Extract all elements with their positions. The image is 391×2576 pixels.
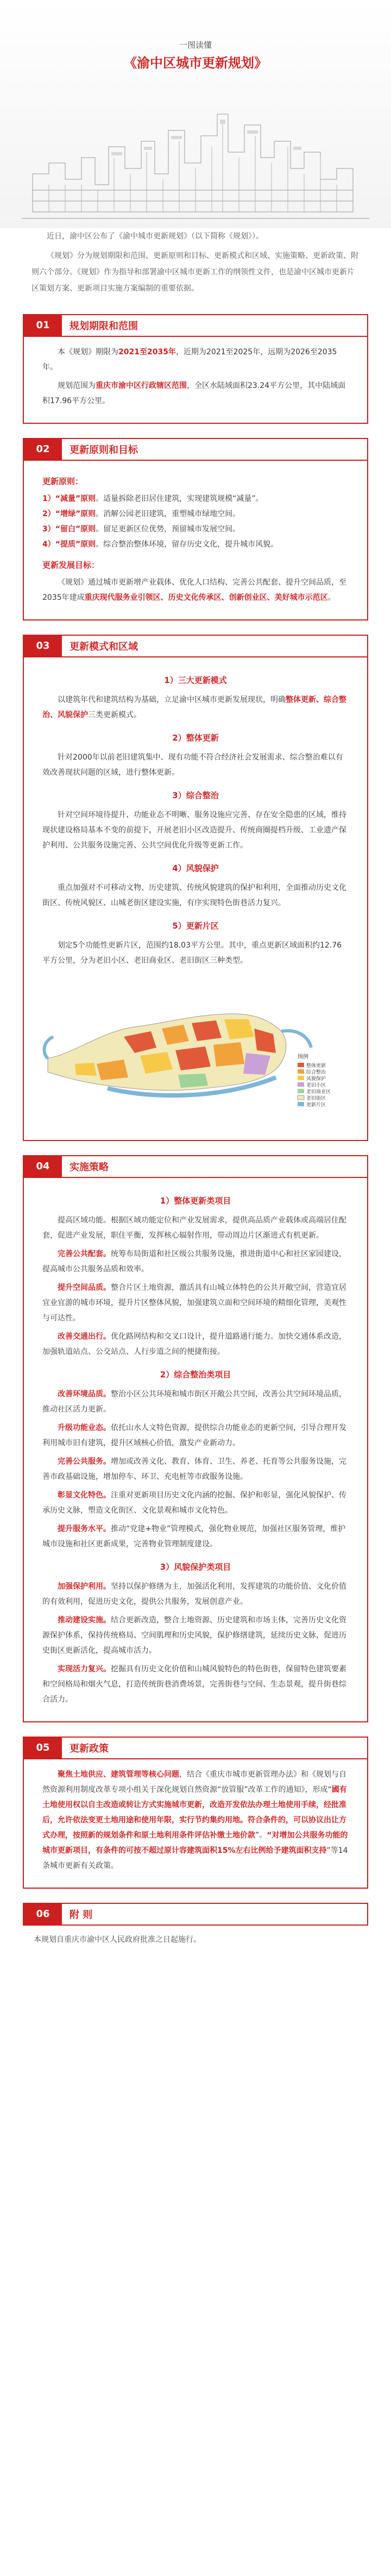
section-header	[24, 1904, 367, 1926]
section-header	[24, 439, 367, 461]
strategy-paragraph: 改善交通出行。优化路网结构和交叉口设计，提升道路通行能力。加快交通体系改造，加强轨道站点、公交站点、人行步道之间的便捷衔接。	[42, 1332, 346, 1356]
section-appendix	[23, 1903, 368, 1926]
principle-item: 2）“增绿”原则。消解公园老旧建筑，重塑城市绿地空间。	[42, 510, 241, 518]
strategy-paragraph: 实现活力复兴。挖掘具有历史文化价值和山城风貌特色的特色街巷，保留特色建筑要素和空间格局和烟火气息，打造传统街巷消费场景，完善街巷与空间、生态景观，提升街巷综合活力。	[42, 1665, 346, 1704]
svg-text:综合整治: 综合整治	[306, 1070, 326, 1075]
svg-text:老旧小区: 老旧小区	[306, 1083, 326, 1088]
strategy-paragraph: 加强保护利用。坚持以保护修缮为主，加强活化利用，发挥建筑的功能价值、文化价值的有效利用，促进历史文化，提供公共服务，发展创意产业。	[42, 1582, 346, 1606]
section-number: 03	[24, 636, 62, 656]
strategy-paragraph: 升级功能业态。依托山水人文特色资源，提供综合功能业态的更新空间，引导合理开发利用城市旧有建筑，提升区域核心价值，激发产业新动力。	[42, 1424, 346, 1447]
section-body	[24, 1759, 367, 1888]
scope-paragraph: 规划范围为重庆市渝中区行政辖区范围，全区水陆域面积23.24平方公里，其中陆域面积17.96平方公里。	[42, 381, 346, 405]
section-number: 05	[24, 1738, 62, 1758]
section-body	[24, 461, 367, 619]
header-banner	[0, 0, 391, 228]
svg-text:老旧商业区: 老旧商业区	[306, 1089, 331, 1095]
section-header	[24, 636, 367, 657]
section-body	[24, 337, 367, 423]
strategy-paragraph: 推动建设实施。结合更新改造，整合土地资源、历史建筑和市场主体，完善历史文化资源保护体系，保持传统格局、空间肌理和历史风貌，保护修缮建筑，延续历史文脉，促进历史街区更新活化，提高城市活力。	[42, 1616, 346, 1655]
section-title: 更新政策	[70, 1743, 109, 1754]
subheading: 4）风貌保护	[172, 863, 219, 873]
period-paragraph: 本《规划》期限为2021至2035年，近期为2021至2025年，远期为2026至2035年。	[42, 348, 337, 372]
strategy-paragraph: 提升服务水平。推动“党建+物业”管理模式，强化物业规范，加强社区服务管理，维护城市设施和社区更新成果，完善物业管理制度建设。	[42, 1525, 346, 1549]
section-number: 06	[24, 1904, 62, 1925]
section-modes-areas	[23, 635, 368, 1141]
strategy-paragraph: 提升空间品质。整合片区土地资源，激活具有山城立体特色的公共开敞空间，营造宜居宜业宜游的城市环境，提升片区整体风貌，加强建筑立面和空间环境的精细化管理，美观性与可达性。	[42, 1283, 346, 1323]
subheading: 2）整体更新	[172, 733, 219, 743]
strategy-paragraph: 完善公共配套。统筹布局街道和社区级公共服务设施，推进街道中心和社区家园建设，提高城市公共服务品质和效率。	[42, 1250, 346, 1274]
principle-item: 3）“留白”原则。留足更新区位优势，预留城市发展空间。	[42, 525, 241, 534]
section-number: 01	[24, 315, 62, 336]
section-policies	[23, 1737, 368, 1889]
section-title: 实施策略	[70, 1162, 109, 1173]
legend-title: 图例	[298, 1054, 308, 1060]
paragraph: 重点加强对不可移动文物、历史建筑、传统风貌建筑的保护和利用，全面推动历史文化街区、传统风貌区、山城老街区建设实施，有序实现特色街巷活力复兴。	[42, 883, 346, 907]
goals-paragraph: 《规划》通过城市更新增产业载体、优化人口结构、完善公共配套、提升空间品质，至2035年建成重庆现代服务业引领区、历史文化传承区、创新创业区、美好城市示范区。	[42, 578, 346, 602]
intro-text	[0, 228, 391, 297]
section-body	[24, 657, 367, 1140]
strategy-paragraph: 提高区域功能。根据区域功能定位和产业发展需求，提供高品质产业载体或高端居住配套，促进产业发展，职住平衡，发挥核心辐射作用，带动周边片区渐进式有机更新。	[42, 1216, 346, 1240]
svg-text:老旧街区: 老旧街区	[306, 1096, 326, 1101]
city-skyline-illustration	[0, 76, 391, 228]
subheading: 1）整体更新类项目	[160, 1196, 231, 1206]
subheading: 3）风貌保护类项目	[160, 1562, 231, 1572]
section-header	[24, 315, 367, 337]
section-period-scope	[23, 314, 368, 424]
strategy-paragraph: 彰显文化特色。注重对更新项目历史文化内涵的挖掘、保护和彰显，强化风貌保护、传承历史文脉，塑造文化街区、文化景观和城市文化特色。	[42, 1491, 346, 1515]
principles-heading: 更新原则：	[42, 477, 84, 486]
goals-heading: 更新发展目标：	[42, 560, 100, 570]
principle-item: 4）“提质”原则。综合整治整体环境，留存历史文化，提升城市风貌。	[42, 540, 279, 549]
paragraph: 针对空间环境待提升、功能业态不明晰、服务设施应完善、存在安全隐患的区域，维持现状建设格局基本不变的前提下，开展老旧小区改造提升、传统商圈提档升级、工业遗产保护利用、公共服务设施完善、公共空间优化升级等更新工作。	[42, 811, 346, 850]
subheading: 5）更新片区	[172, 921, 219, 931]
section-title: 更新模式和区域	[70, 641, 138, 653]
district-map	[42, 977, 351, 1118]
header-kicker: 一图读懂	[179, 40, 212, 50]
principle-item: 1）“减量”原则。适量拆除老旧居住建筑，实现建筑规模“减量”。	[42, 494, 263, 503]
section-header	[24, 1156, 367, 1178]
section-strategies	[23, 1155, 368, 1722]
policy-paragraph: 聚焦土地供应、建筑管理等核心问题，结合《重庆市城市更新管理办法》和《规划与自然资源利用制度改革专项小组关于深化规划自然资源“放管服”改革工作的通知》，形成“國有土地使用权以自主改造或转让方式实施城市更新，改造开发依法办理土地使用手续，经批准后，允许依法变更土地用途和使用年限，实行节约集约用地。符合条件的，可以协议出让方式办理，按照新的规划条件和原土地利用条件评估补缴土地价款”。“对增加公共服务功能的城市更新项目，有条件的可按不超过原计容建筑面积15%左右比例给予建筑面积支持”等14条城市更新有关政策。	[42, 1770, 348, 1870]
paragraph: 划定5个功能性更新片区，范围约18.03平方公里。其中，重点更新区域面积约12.76平方公里，分为老旧小区、老旧商业区、老旧街区三种类型。	[42, 941, 342, 965]
svg-text:整体更新: 整体更新	[306, 1063, 326, 1069]
section-body	[24, 1178, 367, 1721]
strategy-paragraph: 完善公共服务。增加或改善文化、教育、体育、卫生、养老、托育等公共服务设施，完善市政基础设施，增加停车、环卫、充电桩等市政服务设施。	[42, 1457, 346, 1481]
section-title: 更新原则和目标	[70, 444, 138, 456]
subheading: 2）综合整治类项目	[160, 1370, 231, 1380]
section-title: 规划期限和范围	[70, 321, 138, 332]
appendix-text: 本规划自重庆市渝中区人民政府批准之日起施行。	[34, 1935, 201, 1944]
section-principles-goals	[23, 438, 368, 621]
header-title: 《渝中区城市更新规划》	[124, 55, 267, 71]
section-number: 04	[24, 1156, 62, 1177]
paragraph: 针对2000年以前老旧建筑集中、现有功能不符合经济社会发展需求、综合整治难以有效改善现状问题的区域，进行整体更新。	[42, 753, 343, 777]
update-area-map	[42, 977, 349, 1124]
svg-text:更新片区: 更新片区	[306, 1102, 326, 1108]
paragraph: 以建筑年代和建筑结构为基础，立足渝中区城市更新发展现状，明确整体更新、综合整治、风貌保护三类更新模式。	[42, 695, 346, 719]
section-number: 02	[24, 439, 62, 460]
subheading: 1）三大更新模式	[164, 675, 227, 685]
svg-text:风貌保护: 风貌保护	[306, 1076, 326, 1082]
section-title: 附 则	[70, 1909, 93, 1921]
strategy-paragraph: 改善环境品质。整治小区公共环境和城市街区开敞公共空间，改善公共空间环境品质，推动社区活力更新。	[42, 1390, 346, 1414]
intro-paragraph-1: 近日，渝中区公布了《渝中城市更新规划》（以下简称《规划》）。	[47, 232, 263, 241]
intro-paragraph-2: 《规划》分为规划期限和范围、更新原则和目标、更新模式和区域、实施策略、更新政策、附则六个部分。《规划》作为指导和部署渝中区城市更新工作的纲领性文件，也是渝中区城市更新片区策划方案、更新项目实施方案编制的重要依据。	[31, 252, 358, 293]
section-header	[24, 1738, 367, 1759]
subheading: 3）综合整治	[172, 791, 219, 800]
